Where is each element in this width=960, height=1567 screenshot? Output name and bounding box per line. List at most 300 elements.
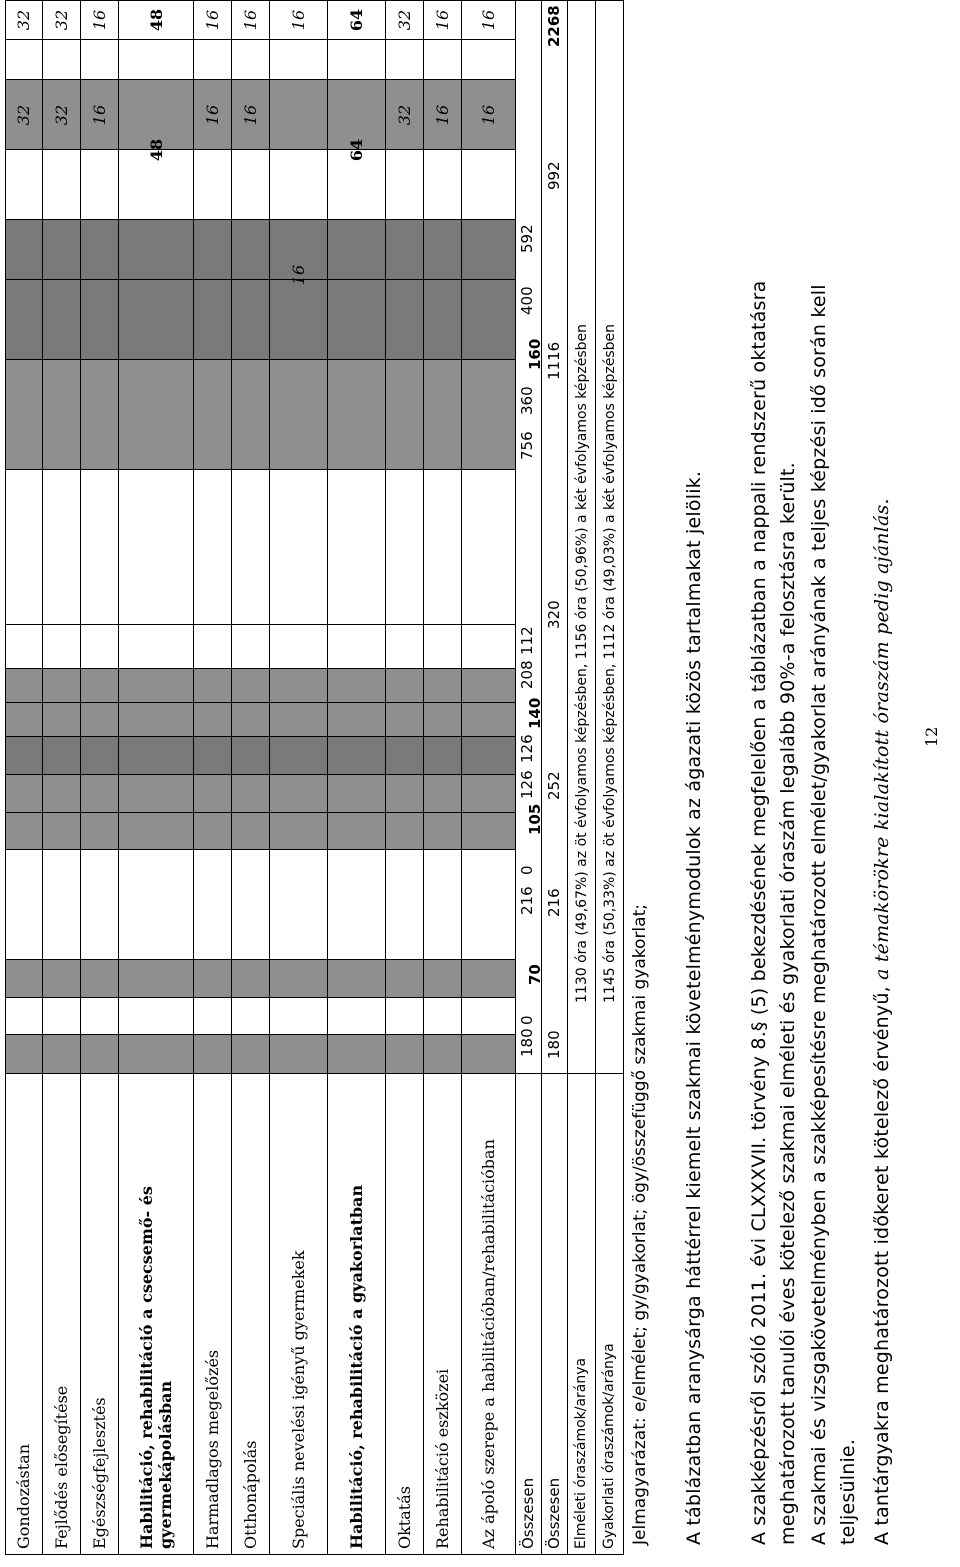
shaded-cell (270, 1035, 327, 1073)
shaded-cell (5, 812, 42, 850)
shaded-cell (194, 1035, 231, 1073)
shaded-cell (328, 960, 385, 998)
column-divider (119, 997, 193, 998)
column-divider (386, 997, 423, 998)
column-divider (270, 736, 327, 737)
grand-total-value: 180 (545, 1030, 563, 1059)
shaded-cell (81, 669, 118, 703)
shaded-cell (232, 280, 269, 360)
shaded-cell (194, 775, 231, 813)
grand-total-value: 320 (545, 600, 563, 629)
law-note-line1: A szakképzésről szóló 2011. évi CLXXXVII. törvény 8.§ (5) bekezdésének megfelelően a táblázatban a nappali rendszerű oktatásra (748, 280, 770, 1545)
shaded-cell (462, 737, 515, 775)
shaded-cell (119, 737, 193, 775)
shaded-cell (119, 220, 193, 280)
hours-cell: 16 (203, 104, 222, 126)
law-note-line2: meghatározott tanulói éves kötelező szakmai elméleti és gyakorlati óraszám legalább 90%-a felosztásra került. (777, 462, 799, 1545)
column-divider (5, 279, 42, 280)
column-divider (386, 279, 423, 280)
hours-cell: 32 (14, 104, 33, 126)
column-divider (43, 959, 80, 960)
shaded-cell (43, 1035, 80, 1073)
column-divider (194, 668, 231, 669)
hours-cell: 16 (241, 104, 260, 126)
column-divider (232, 359, 269, 360)
column-divider (232, 997, 269, 998)
highlight-note: A táblázatban aranysárga háttérrel kiemelt szakmai követelménymodulok az ágazati közös tartalmakat jelölik. (683, 470, 705, 1545)
column-divider (270, 149, 327, 150)
column-divider (43, 1034, 80, 1035)
column-divider (270, 624, 327, 625)
shaded-cell (232, 360, 269, 470)
column-divider (270, 849, 327, 850)
total-value: 216 (518, 886, 536, 915)
column-divider (424, 959, 461, 960)
shaded-cell (5, 360, 42, 470)
shaded-cell (386, 1035, 423, 1073)
column-divider (462, 702, 515, 703)
column-divider (462, 812, 515, 813)
row-label: Elméleti óraszámok/aránya (568, 1073, 595, 1555)
column-divider (462, 219, 515, 220)
column-divider (119, 736, 193, 737)
shaded-cell (5, 703, 42, 737)
shaded-cell (270, 80, 327, 150)
column-divider (424, 774, 461, 775)
column-divider (424, 624, 461, 625)
shaded-cell (328, 669, 385, 703)
column-divider (232, 959, 269, 960)
shaded-cell (462, 220, 515, 280)
shaded-cell (462, 669, 515, 703)
hours-total-cell: 16 (433, 9, 452, 31)
column-divider (328, 279, 385, 280)
shaded-cell (232, 703, 269, 737)
hours-cell: 16 (289, 264, 308, 286)
column-divider (232, 219, 269, 220)
column-divider (270, 219, 327, 220)
hours-total-cell: 32 (14, 9, 33, 31)
timeframe-note-main: A tantárgyakra meghatározott időkeret kötelező érvényű, (871, 979, 893, 1545)
shaded-cell (386, 280, 423, 360)
shaded-cell (270, 360, 327, 470)
shaded-cell (5, 737, 42, 775)
shaded-cell (386, 775, 423, 813)
column-divider (81, 997, 118, 998)
column-divider (270, 702, 327, 703)
column-divider (270, 469, 327, 470)
shaded-cell (424, 360, 461, 470)
column-divider (81, 959, 118, 960)
column-divider (328, 359, 385, 360)
row-label: Oktatás (386, 1073, 423, 1555)
table-row (424, 0, 462, 1555)
column-divider (194, 1034, 231, 1035)
column-divider (424, 359, 461, 360)
shaded-cell (232, 737, 269, 775)
column-divider (119, 774, 193, 775)
column-divider (232, 279, 269, 280)
hours-total-cell: 16 (203, 9, 222, 31)
column-divider (270, 774, 327, 775)
column-divider (328, 849, 385, 850)
legend-note: Jelmagyarázat: e/elmélet; gy/gyakorlat; ögy/összefüggő szakmai gyakorlat; (630, 904, 650, 1545)
shaded-cell (424, 737, 461, 775)
shaded-cell (232, 812, 269, 850)
column-divider (43, 812, 80, 813)
table-row (386, 0, 424, 1555)
shaded-cell (232, 220, 269, 280)
column-divider (43, 736, 80, 737)
column-divider (119, 279, 193, 280)
hours-total-cell: 16 (479, 9, 498, 31)
column-divider (232, 774, 269, 775)
column-divider (328, 702, 385, 703)
table-row (270, 0, 328, 1555)
column-divider (81, 359, 118, 360)
shaded-cell (119, 280, 193, 360)
column-divider (194, 624, 231, 625)
column-divider (5, 1034, 42, 1035)
shaded-cell (386, 703, 423, 737)
total-value: 400 (518, 286, 536, 315)
column-divider (119, 359, 193, 360)
column-divider (270, 668, 327, 669)
table-row (119, 0, 194, 1555)
shaded-cell (270, 812, 327, 850)
column-divider (5, 849, 42, 850)
column-divider (232, 668, 269, 669)
shaded-cell (5, 1035, 42, 1073)
column-divider (194, 736, 231, 737)
grand-total-value: 992 (545, 161, 563, 190)
row-label: Az ápoló szerepe a habilitációban/rehabilitációban (462, 1073, 515, 1555)
column-divider (462, 279, 515, 280)
row-label: Otthonápolás (232, 1073, 269, 1555)
column-divider (119, 469, 193, 470)
shaded-cell (232, 669, 269, 703)
column-divider (328, 1034, 385, 1035)
row-label: Gondozástan (5, 1073, 42, 1555)
shaded-cell (232, 1035, 269, 1073)
shaded-cell (81, 703, 118, 737)
total-value: 70 (526, 964, 544, 985)
shaded-cell (386, 220, 423, 280)
column-divider (119, 1034, 193, 1035)
column-divider (328, 469, 385, 470)
shaded-cell (119, 669, 193, 703)
shaded-cell (424, 220, 461, 280)
column-divider (462, 997, 515, 998)
column-divider (81, 219, 118, 220)
column-divider (81, 774, 118, 775)
shaded-cell (462, 703, 515, 737)
column-divider (424, 219, 461, 220)
shaded-cell (194, 360, 231, 470)
shaded-cell (81, 1035, 118, 1073)
column-divider (81, 702, 118, 703)
table-row (43, 0, 81, 1555)
shaded-cell (119, 812, 193, 850)
column-divider (424, 736, 461, 737)
hours-cell: 16 (90, 104, 109, 126)
column-divider (5, 624, 42, 625)
shaded-cell (5, 775, 42, 813)
column-divider (270, 359, 327, 360)
column-divider (81, 812, 118, 813)
shaded-cell (5, 280, 42, 360)
column-divider (5, 668, 42, 669)
shaded-cell (270, 669, 327, 703)
column-divider (194, 279, 231, 280)
column-divider (328, 774, 385, 775)
column-divider (119, 624, 193, 625)
ratio-text: 1145 óra (50,33%) az öt évfolyamos képzésben, 1112 óra (49,03%) a két évfolyamos képzésben (601, 323, 618, 1003)
column-divider (43, 624, 80, 625)
shaded-cell (5, 669, 42, 703)
column-divider (119, 849, 193, 850)
shaded-cell (328, 812, 385, 850)
column-divider (270, 997, 327, 998)
shaded-cell (270, 737, 327, 775)
shaded-cell (194, 960, 231, 998)
table-row (232, 0, 270, 1555)
shaded-cell (328, 280, 385, 360)
column-divider (5, 774, 42, 775)
column-divider (424, 469, 461, 470)
column-divider (232, 849, 269, 850)
column-divider (386, 624, 423, 625)
column-divider (5, 959, 42, 960)
column-divider (462, 359, 515, 360)
column-divider (424, 702, 461, 703)
shaded-cell (328, 703, 385, 737)
column-divider (194, 219, 231, 220)
shaded-cell (386, 812, 423, 850)
shaded-cell (270, 703, 327, 737)
column-divider (270, 79, 327, 80)
column-divider (43, 702, 80, 703)
row-label: Harmadlagos megelőzés (194, 1073, 231, 1555)
column-divider (386, 469, 423, 470)
column-divider (232, 1034, 269, 1035)
column-divider (270, 959, 327, 960)
column-divider (424, 997, 461, 998)
shaded-cell (386, 360, 423, 470)
shaded-cell (328, 360, 385, 470)
column-divider (194, 997, 231, 998)
column-divider (5, 359, 42, 360)
shaded-cell (462, 775, 515, 813)
column-divider (462, 959, 515, 960)
column-divider (43, 849, 80, 850)
shaded-cell (5, 220, 42, 280)
column-divider (194, 774, 231, 775)
column-divider (232, 469, 269, 470)
shaded-cell (43, 812, 80, 850)
shaded-cell (424, 812, 461, 850)
column-divider (462, 668, 515, 669)
column-divider (81, 279, 118, 280)
shaded-cell (424, 280, 461, 360)
shaded-cell (462, 960, 515, 998)
column-divider (462, 849, 515, 850)
ratio-text: 1130 óra (49,67%) az öt évfolyamos képzésben, 1156 óra (50,96%) a két évfolyamos képzésben (573, 323, 590, 1003)
shaded-cell (232, 775, 269, 813)
column-divider (424, 279, 461, 280)
hours-cell: 32 (52, 104, 71, 126)
shaded-cell (43, 775, 80, 813)
shaded-cell (81, 360, 118, 470)
column-divider (462, 1034, 515, 1035)
column-divider (232, 624, 269, 625)
column-divider (81, 668, 118, 669)
shaded-cell (119, 703, 193, 737)
shaded-cell (194, 280, 231, 360)
shaded-cell (43, 703, 80, 737)
ratio-note-line1: A szakmai és vizsgakövetelményben a szakképesítésre meghatározott elmélet/gyakorlat arányának a teljes képzési idő során kell (808, 284, 830, 1545)
column-divider (194, 959, 231, 960)
shaded-cell (424, 775, 461, 813)
total-value: 180 (518, 1028, 536, 1057)
curriculum-table (5, 0, 618, 1555)
page-number: 12 (922, 726, 941, 747)
shaded-cell (43, 280, 80, 360)
column-divider (43, 469, 80, 470)
column-divider (43, 219, 80, 220)
shaded-cell (81, 280, 118, 360)
column-divider (5, 702, 42, 703)
hours-total-cell: 16 (90, 9, 109, 31)
shaded-cell (194, 812, 231, 850)
shaded-cell (119, 775, 193, 813)
total-value: 0 (518, 865, 536, 875)
column-divider (81, 469, 118, 470)
column-divider (462, 624, 515, 625)
column-divider (194, 702, 231, 703)
column-divider (386, 219, 423, 220)
total-value: 126 (518, 734, 536, 763)
shaded-cell (328, 1035, 385, 1073)
column-divider (194, 359, 231, 360)
shaded-cell (81, 737, 118, 775)
column-divider (386, 812, 423, 813)
column-divider (232, 812, 269, 813)
timeframe-note-italic: a témakörökre kialakított óraszám pedig ajánlás. (871, 498, 893, 980)
hours-cell: 48 (146, 138, 166, 162)
shaded-cell (194, 669, 231, 703)
shaded-cell (81, 775, 118, 813)
shaded-cell (328, 737, 385, 775)
column-divider (194, 469, 231, 470)
shaded-cell (43, 737, 80, 775)
total-value: 160 (526, 338, 544, 370)
shaded-cell (43, 220, 80, 280)
column-divider (386, 774, 423, 775)
column-divider (119, 959, 193, 960)
column-divider (424, 812, 461, 813)
shaded-cell (194, 220, 231, 280)
row-label: Habilitáció, rehabilitáció a gyakorlatban (328, 1073, 385, 1555)
column-divider (194, 812, 231, 813)
shaded-cell (43, 960, 80, 998)
row-label: Egészségfejlesztés (81, 1073, 118, 1555)
column-divider (386, 668, 423, 669)
column-divider (328, 668, 385, 669)
column-divider (386, 736, 423, 737)
column-divider (424, 1034, 461, 1035)
column-divider (119, 668, 193, 669)
column-divider (328, 997, 385, 998)
column-divider (81, 624, 118, 625)
column-divider (328, 812, 385, 813)
column-divider (386, 959, 423, 960)
total-value: 126 (518, 770, 536, 799)
row-label: Fejlődés elősegítése (43, 1073, 80, 1555)
column-divider (232, 736, 269, 737)
column-divider (270, 1034, 327, 1035)
column-divider (43, 774, 80, 775)
table-row (5, 0, 43, 1555)
shaded-cell (81, 220, 118, 280)
practice-ratio-row (596, 0, 624, 1555)
column-divider (386, 849, 423, 850)
hours-total-cell: 16 (289, 9, 308, 31)
column-divider (43, 359, 80, 360)
table-row (81, 0, 119, 1555)
column-divider (424, 668, 461, 669)
table-row (328, 0, 386, 1555)
total-value: 105 (526, 803, 544, 835)
grand-total-value: 1116 (545, 341, 563, 380)
column-divider (270, 812, 327, 813)
shaded-cell (194, 703, 231, 737)
shaded-cell (119, 360, 193, 470)
row-label: Gyakorlati óraszámok/aránya (596, 1073, 623, 1555)
theory-ratio-row (568, 0, 596, 1555)
shaded-cell (270, 960, 327, 998)
grand-total-value: 216 (545, 888, 563, 917)
shaded-cell (43, 360, 80, 470)
hours-cell: 64 (347, 138, 366, 162)
column-divider (5, 812, 42, 813)
column-divider (328, 736, 385, 737)
total-value: 360 (518, 386, 536, 415)
column-divider (81, 849, 118, 850)
hours-cell: 32 (395, 104, 414, 126)
column-divider (43, 279, 80, 280)
row-label: Speciális nevelési igényű gyermekek (270, 1073, 327, 1555)
shaded-cell (462, 1035, 515, 1073)
column-divider (119, 812, 193, 813)
shaded-cell (270, 775, 327, 813)
column-divider (328, 959, 385, 960)
shaded-cell (386, 737, 423, 775)
hours-cell: 16 (433, 104, 452, 126)
shaded-cell (424, 669, 461, 703)
total-value: 140 (526, 697, 544, 729)
shaded-cell (328, 775, 385, 813)
hours-total-cell: 64 (347, 8, 366, 32)
column-divider (386, 1034, 423, 1035)
hours-total-cell: 48 (146, 8, 166, 32)
column-divider (81, 736, 118, 737)
column-divider (328, 624, 385, 625)
grand-total-value: 252 (545, 771, 563, 800)
ratio-note-line2: teljesülnie. (837, 1438, 859, 1545)
row-label: Összesen (516, 1073, 541, 1555)
shaded-cell (462, 812, 515, 850)
